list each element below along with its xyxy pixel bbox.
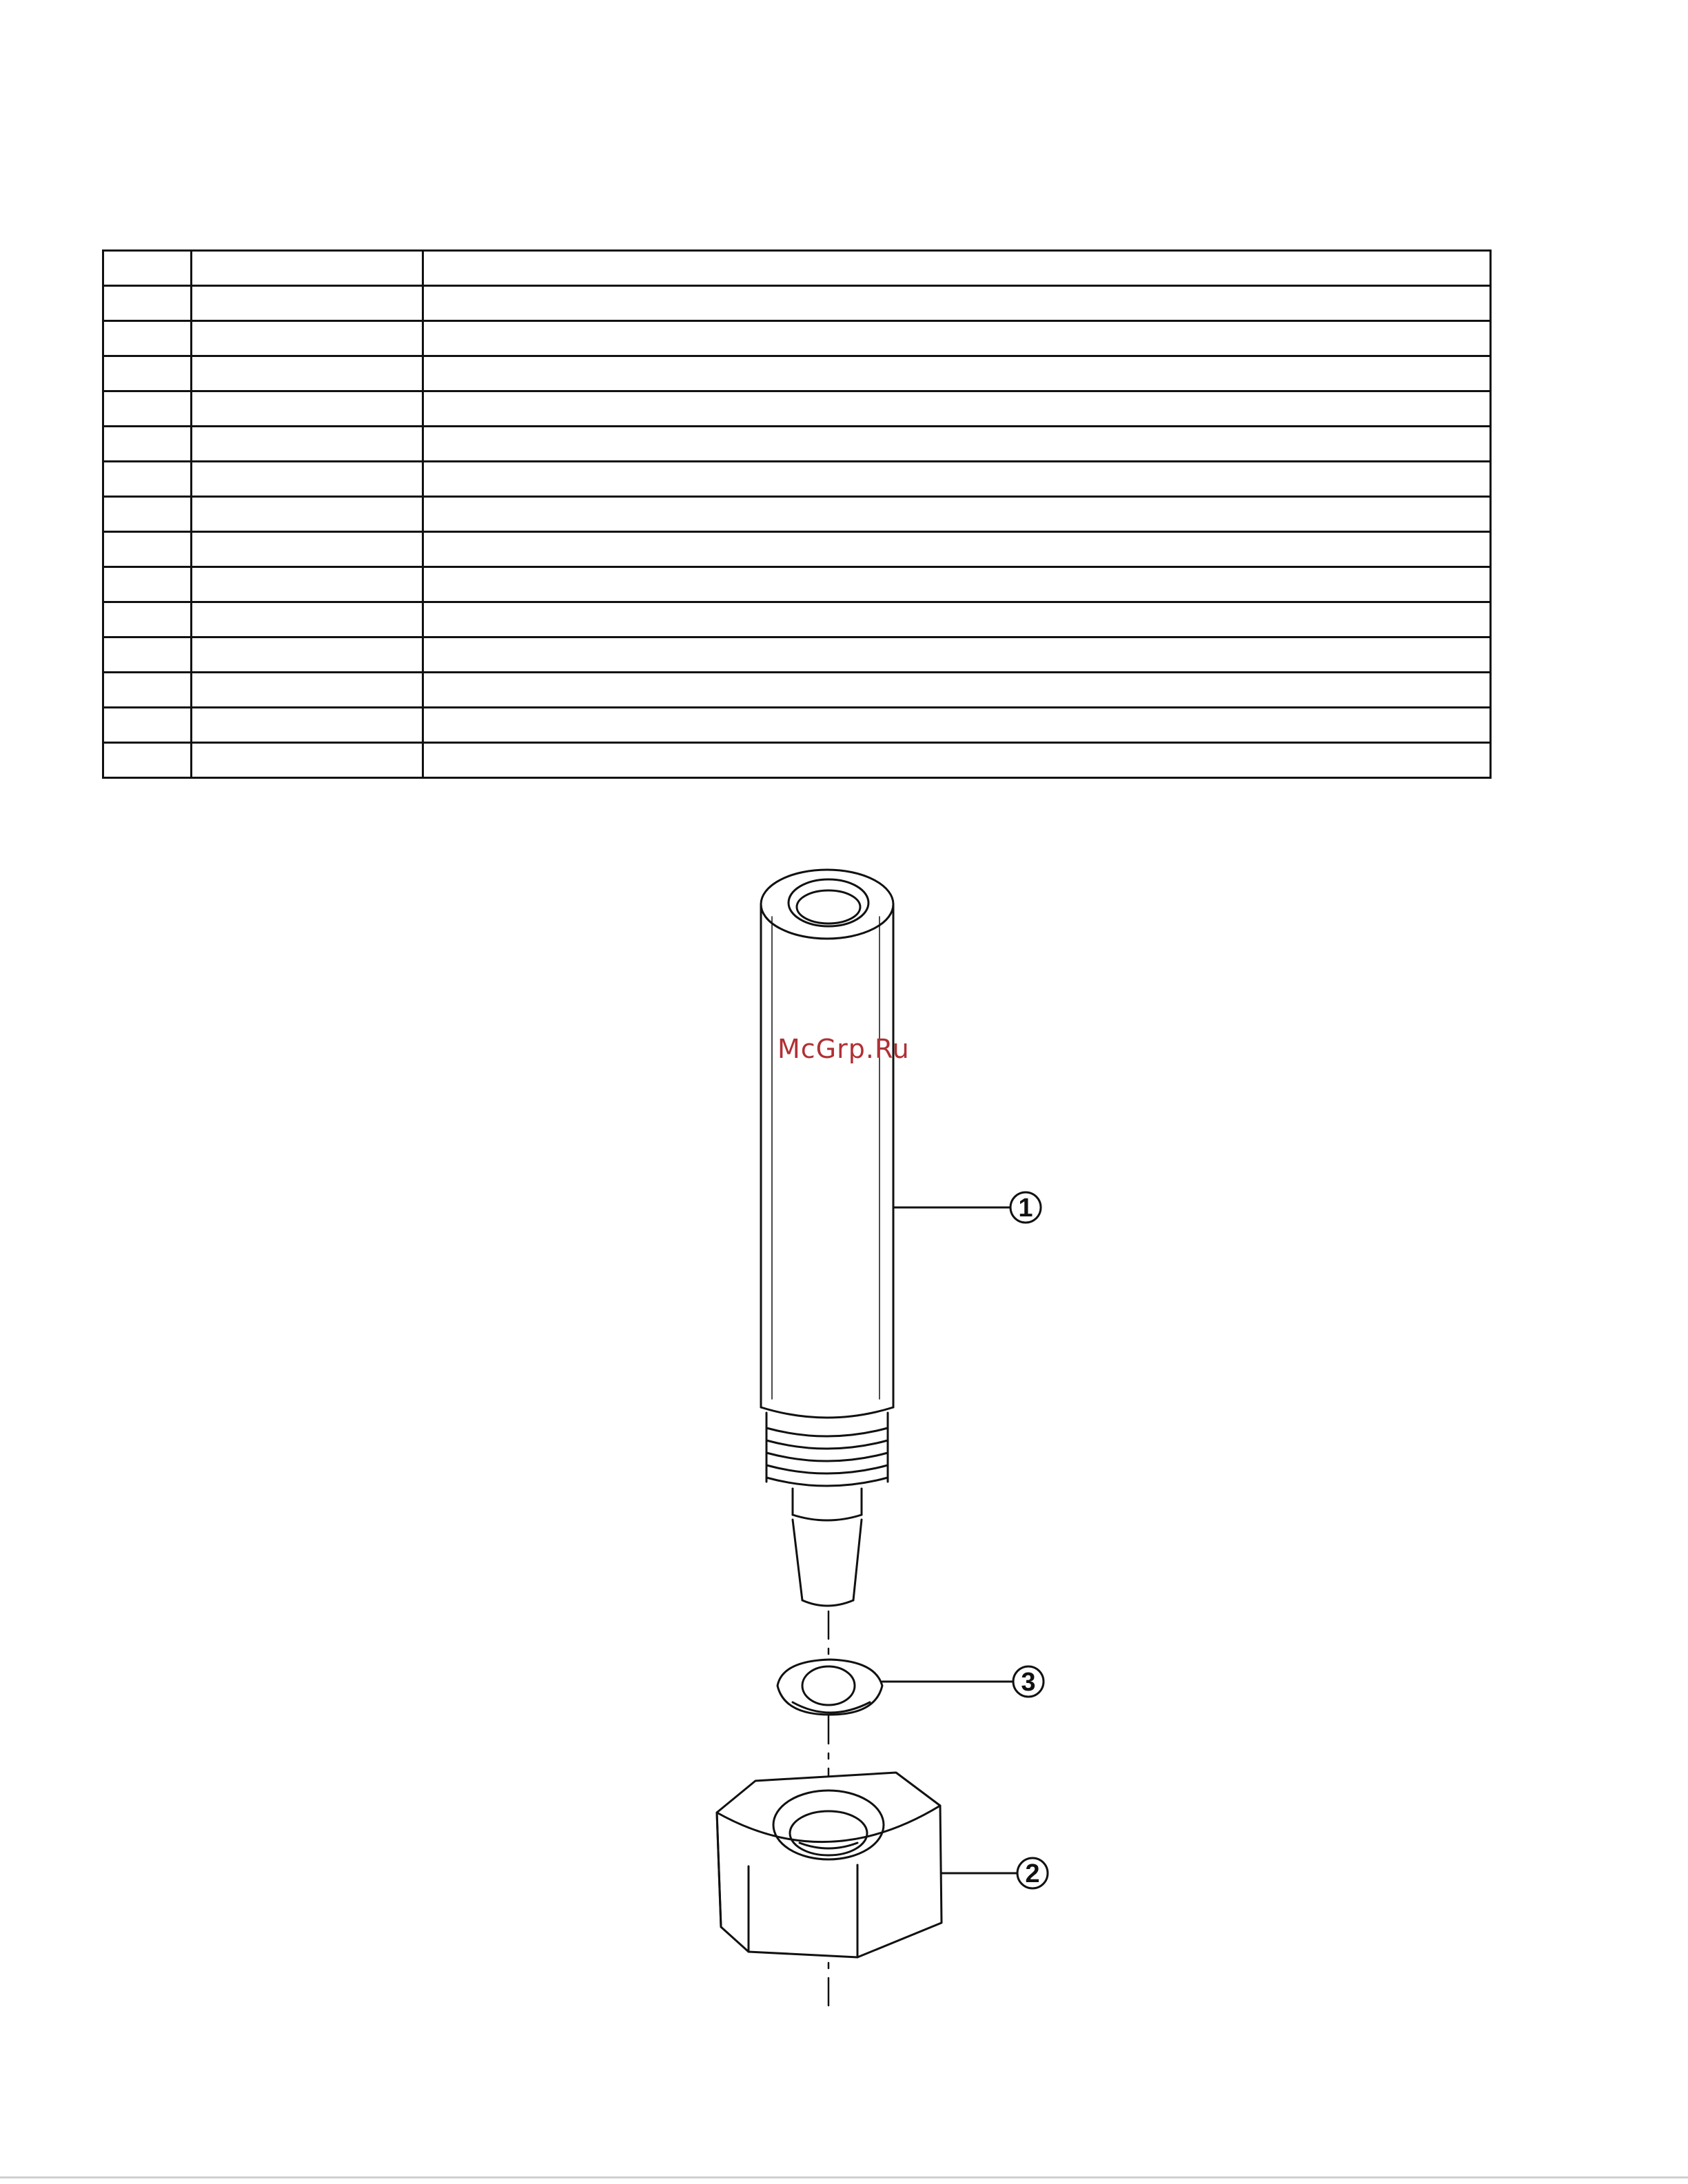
watermark-text: McGrp.Ru — [777, 1034, 910, 1064]
callout-3-number: 3 — [1021, 1668, 1036, 1697]
callout-1-number: 1 — [1018, 1194, 1033, 1223]
hex-nut-part — [717, 1773, 942, 1957]
callout-2-number: 2 — [1025, 1859, 1040, 1888]
washer-part — [777, 1660, 882, 1715]
page-bottom-rule — [0, 2176, 1688, 2178]
injector-nozzle-holder-part — [761, 870, 893, 1606]
